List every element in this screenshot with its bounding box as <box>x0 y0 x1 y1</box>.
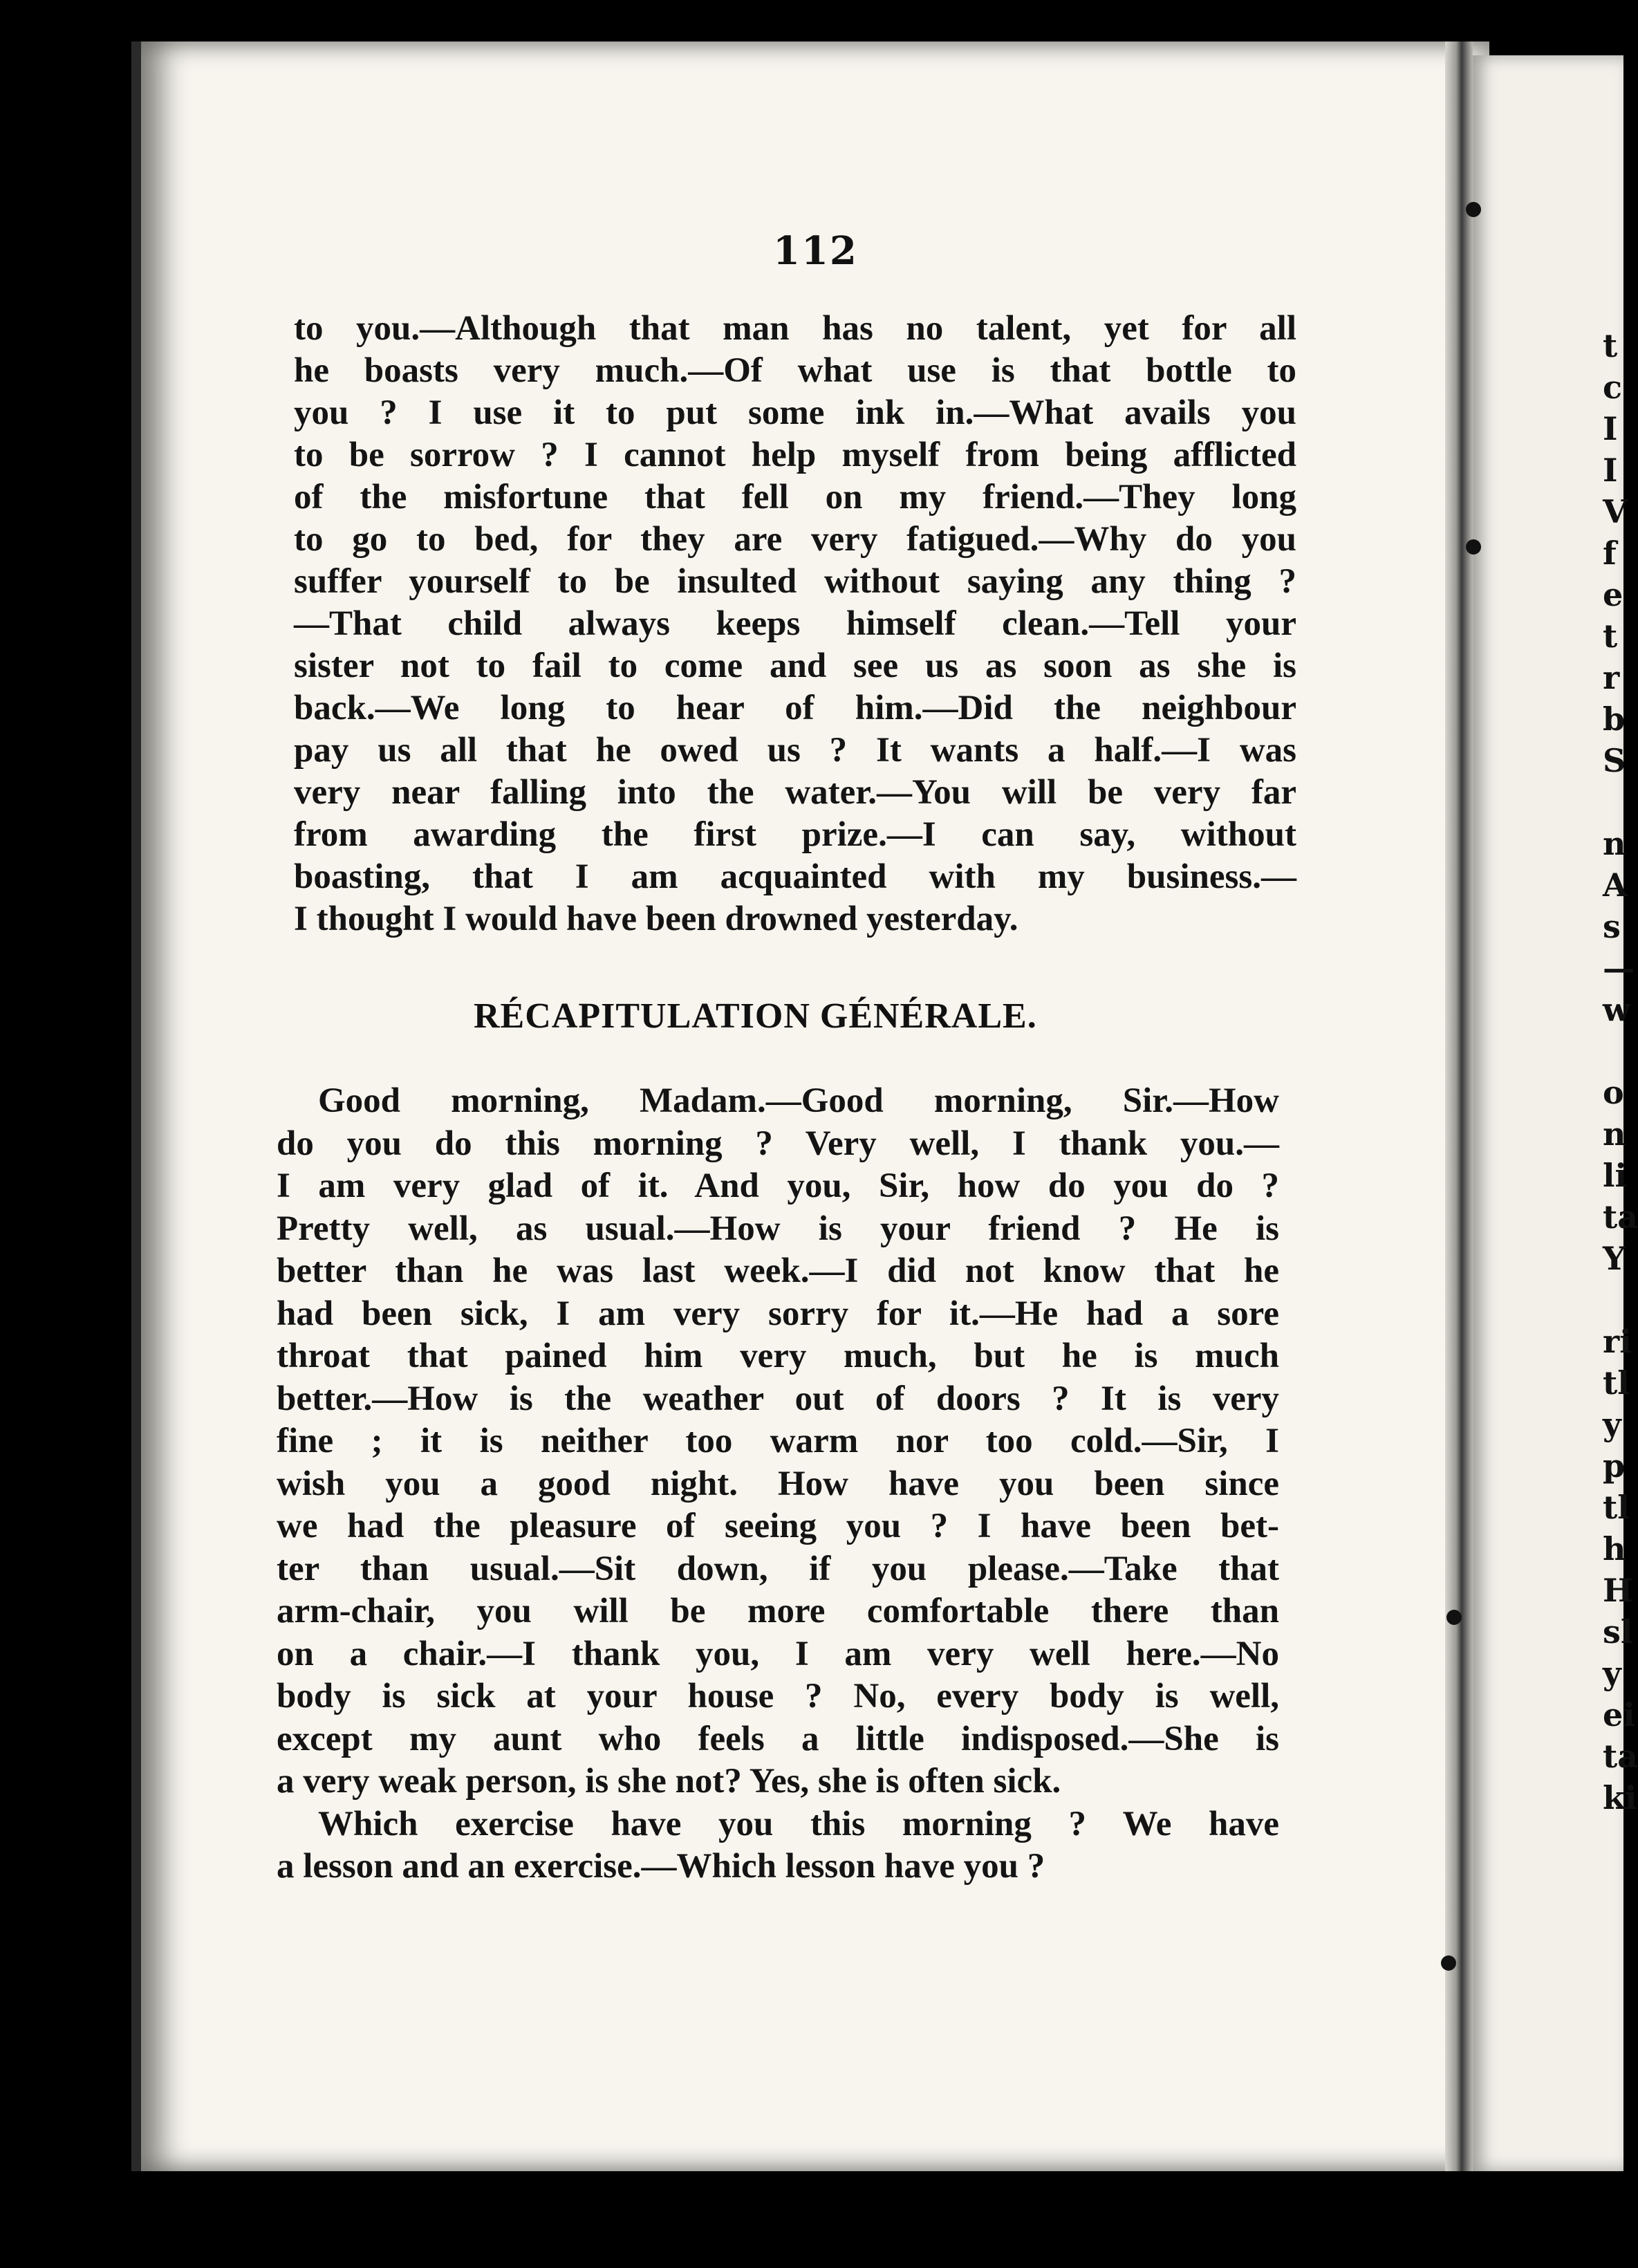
text-line: boasting, that I am acquainted with my business.— <box>294 857 1296 896</box>
next-page-letter: o <box>1603 1074 1624 1111</box>
page-number: 112 <box>773 228 858 274</box>
next-page-letter: I <box>1603 452 1618 489</box>
text-line: throat that pained him very much, but he is much <box>277 1337 1279 1375</box>
text-line: I am very glad of it. And you, Sir, how do you do ? <box>277 1166 1279 1205</box>
text-line: except my aunt who feels a little indisposed.—She is <box>277 1719 1279 1758</box>
next-page-letter: V <box>1603 493 1628 530</box>
book-gutter <box>1445 41 1473 2171</box>
next-page-letter: c <box>1603 369 1623 406</box>
text-line: arm-chair, you will be more comfortable there than <box>277 1592 1279 1630</box>
next-page-letter: ri <box>1603 1323 1632 1360</box>
next-page-letter: p <box>1603 1447 1626 1485</box>
next-page-letter: S <box>1603 742 1626 779</box>
text-line: he boasts very much.—Of what use is that bottle to <box>294 351 1296 390</box>
next-page-letter <box>1603 1030 1638 1072</box>
text-line: we had the pleasure of seeing you ? I have been bet- <box>277 1507 1279 1545</box>
text-line: to you.—Although that man has no talent, yet for all <box>294 309 1296 348</box>
section-heading: RÉCAPITULATION GÉNÉRALE. <box>474 996 1037 1036</box>
text-line: better.—How is the weather out of doors ? It is very <box>277 1379 1279 1418</box>
next-page-letter: f <box>1603 535 1617 572</box>
binding-stitch <box>1446 1610 1462 1625</box>
next-page-letter: e <box>1603 576 1623 613</box>
next-page-letter: ki <box>1603 1779 1637 1816</box>
next-page-letter: s <box>1603 908 1621 945</box>
text-line: ter than usual.—Sit down, if you please.—Take that <box>277 1549 1279 1588</box>
text-line: Which exercise have you this morning ? We have <box>318 1804 1279 1843</box>
text-line: Pretty well, as usual.—How is your friend ? He is <box>277 1209 1279 1248</box>
next-page-letter: r <box>1603 659 1620 696</box>
next-page-letter: t <box>1603 617 1618 655</box>
next-page-letter: w <box>1603 991 1630 1028</box>
next-page-fragment <box>1603 325 1638 1819</box>
next-page-letter: t <box>1603 327 1618 364</box>
text-line: had been sick, I am very sorry for it.—He had a sore <box>277 1294 1279 1333</box>
next-page-letter <box>1603 781 1638 823</box>
text-line: fine ; it is neither too warm nor too cold.—Sir, I <box>277 1422 1279 1460</box>
text-line: Good morning, Madam.—Good morning, Sir.—How <box>318 1081 1279 1120</box>
next-page-letter: — <box>1603 949 1635 987</box>
text-line: better than he was last week.—I did not know that he <box>277 1252 1279 1290</box>
next-page-letter: tl <box>1603 1489 1630 1526</box>
next-page-letter: y <box>1603 1406 1621 1443</box>
next-page-letter: y <box>1603 1655 1621 1692</box>
next-page-letter: sl <box>1603 1613 1633 1651</box>
paragraph-dialogue <box>277 1080 1279 1888</box>
text-line: from awarding the first prize.—I can say, without <box>294 815 1296 854</box>
text-line: very near falling into the water.—You will be very far <box>294 773 1296 812</box>
next-page-letter: I <box>1603 410 1618 447</box>
text-line: suffer yourself to be insulted without saying any thing ? <box>294 562 1296 601</box>
next-page-letter: h <box>1603 1530 1626 1568</box>
next-page-letter: A <box>1603 866 1628 904</box>
text-line: on a chair.—I thank you, I am very well here.—No <box>277 1634 1279 1673</box>
next-page-letter: ei <box>1603 1696 1635 1733</box>
text-line: pay us all that he owed us ? It wants a half.—I was <box>294 731 1296 770</box>
text-line: a lesson and an exercise.—Which lesson have you ? <box>277 1847 1045 1886</box>
next-page-letter: li <box>1603 1157 1627 1194</box>
next-page-letter: tl <box>1603 1364 1630 1402</box>
binding-stitch <box>1466 202 1481 217</box>
binding-stitch <box>1466 539 1481 555</box>
text-line: to be sorrow ? I cannot help myself from being afflicted <box>294 436 1296 474</box>
text-line: I thought I would have been drowned yesterday. <box>294 900 1018 938</box>
binding-stitch <box>1441 1955 1456 1971</box>
next-page-letter: ta <box>1603 1738 1638 1775</box>
next-page-letter: Y <box>1603 1240 1626 1277</box>
text-line: a very weak person, is she not? Yes, she is often sick. <box>277 1762 1061 1801</box>
right-page-edge <box>1473 55 1623 2171</box>
text-line: of the misfortune that fell on my friend.—They long <box>294 478 1296 517</box>
text-line: wish you a good night. How have you been since <box>277 1464 1279 1503</box>
next-page-letter: b <box>1603 700 1626 738</box>
text-line: back.—We long to hear of him.—Did the neighbour <box>294 689 1296 727</box>
text-line: do you do this morning ? Very well, I thank you.— <box>277 1124 1279 1163</box>
next-page-letter: n <box>1603 1115 1626 1153</box>
text-line: —That child always keeps himself clean.—Tell your <box>294 604 1296 643</box>
text-line: sister not to fail to come and see us as soon as she is <box>294 647 1296 685</box>
next-page-letter <box>1603 1279 1638 1321</box>
next-page-letter: H <box>1603 1572 1633 1609</box>
text-line: body is sick at your house ? No, every body is well, <box>277 1677 1279 1716</box>
text-line: you ? I use it to put some ink in.—What avails you <box>294 393 1296 432</box>
text-line: to go to bed, for they are very fatigued.—Why do you <box>294 520 1296 559</box>
next-page-letter: n <box>1603 825 1626 862</box>
next-page-letter: ta <box>1603 1198 1638 1236</box>
paragraph-continued <box>294 308 1296 940</box>
